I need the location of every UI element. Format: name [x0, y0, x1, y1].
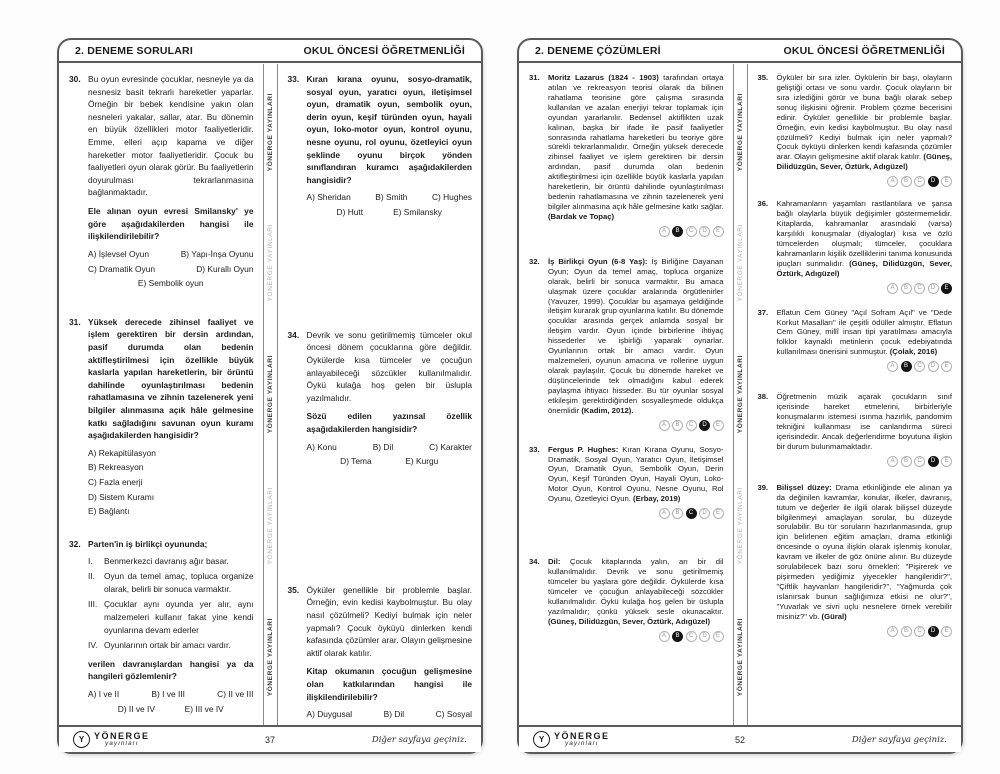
page-number: 52	[734, 734, 745, 745]
roman-item-3: III. Çocuklar aynı oyunda yer alır, aynı malzemeleri kullanır fakat yine kendi oyunlarına devam ederler	[88, 599, 254, 635]
spine-strip	[263, 64, 278, 725]
question-33	[288, 73, 473, 219]
option-e: E) Bağlantı	[88, 506, 130, 517]
answer-letter: A	[659, 631, 670, 642]
spine-brand-text: YÖNERGE YAYINLARI	[736, 355, 744, 434]
option-a: A) Sheridan	[306, 192, 351, 203]
spine-brand-text: YÖNERGE YAYINLARI	[266, 92, 274, 171]
answer-letter: B	[672, 420, 683, 431]
solution-body: Moritz Lazarus (1824 - 1903) tarafından ortaya atılan ve rekreasyon teorisi olarak da bilinen rahatlama teorisine göre çalışma sırasında kullanılan ve azalan enerjiyi tekrar toplamak için oyundan yararlanılır. Bedensel aktiflikten uzak kalınan, başka bir ifade ile pasif faaliyetler sonrasında rahatlama hareketleri bu teoriye göre sürekli tekrarlanmalıdır. Örneğin yüksek derecede zihinsel faaliyet ve işlem gerektiren bir dersin ardından, pasif durumda olan bedenin aktifleştirilmesi için özellikle büyük kaslarla yapılan hareketlerin, bir örüntü dahilinde oyunlaştırılması bedenin rahatlamasına ve zihnin tazelenerek yeni bilgiler alınmasına açık hâle gelmesine katkı sağlar. (Bardak ve Topaç)	[548, 73, 724, 221]
citation: (Güneş, Dilidüzgün, Sever, Öztürk, Adıgüzel)	[548, 616, 711, 626]
question-intro: Parten'in iş birlikçi oyununda;	[88, 538, 208, 549]
solution-32	[529, 257, 724, 431]
option-d: D) Kurallı Oyun	[196, 263, 254, 274]
option-a: A) I ve II	[88, 688, 120, 699]
option-d: D) Tema	[340, 456, 372, 467]
answer-letter-correct: D	[928, 456, 939, 467]
option-b: B) I ve III	[151, 688, 185, 699]
answer-letter: C	[686, 226, 697, 237]
answer-letter-correct: B	[901, 361, 912, 372]
solution-body: Dil: Çocuk kitaplarında yalın, arı bir dil kullanılmalıdır. Devrik ve sonu getirilmemiş tümceler bu yaşlara göre değildir. Öykülerde kısa tümceler ve çocuğun anlayabileceği sözcükler kullanılmalıdır. Öykü kulağa hoş gelen bir üslupla yazılmalıdır; çünkü yüksek sesle okunacaktır. (Güneş, Dilidüzgün, Sever, Öztürk, Adıgüzel)	[548, 557, 724, 626]
answer-letter-correct: D	[928, 626, 939, 637]
solution-number: 33.	[529, 444, 540, 454]
solution-body: Öyküler bir sıra izler. Öykülerin bir başı, olayların geliştiği ortası ve sonu vardır. Çocuk olayların bir sıra izlediğini görür ve buna bağlı olarak sebep sonuç ilişkisini öğrenir. Problem çözme becerisini edinir. Öyküler genellikle bir problemle başlar. Örneğin, evin kedisi kaybolmuştur. Bu olay nasıl çözülmeli? Kediyi bulmak için neler yapmalı? Çocuk öyküyü dinlerken kendi kafasında çözümler arar. Olayın gelişmesine aktif olarak katılır. (Güneş, Dilidüzgün, Sever, Öztürk, Adıgüzel)	[776, 73, 953, 172]
answer-letter: E	[941, 626, 952, 637]
answer-letter: A	[659, 508, 670, 519]
solution-35	[758, 73, 953, 187]
answer-key-row	[548, 420, 724, 431]
question-31	[69, 316, 254, 518]
question-30	[69, 73, 254, 290]
option-e: E) III ve IV	[184, 703, 224, 714]
answer-letter-correct: D	[699, 420, 710, 431]
answer-key-row	[777, 626, 953, 637]
solution-body: Eflatun Cem Güney "Açıl Sofram Açıl" ve "Dede Korkut Masalları" ile çeşitli ödüller almıştır. Eflatun Cem Güney, millî insan tipi yaratılması amacıyla folklor kaynaklı metinlerin çocuk edebiyatında kullanılması önerisini sunmuştur. (Çolak, 2016)	[776, 307, 952, 357]
question-body: Öyküler genellikle bir problemle başlar. Örneğin, evin kedisi kaybolmuştur. Bu olay nasıl çözülmeli? Kediyi bulmak için neler yapmalı? Çocuk öyküyü dinlerken kendi kafasında çözümler arar. Olayın gelişmesine aktif olarak katılır.	[306, 584, 472, 658]
solution-body: İş Birlikçi Oyun (6-8 Yaş): İş Birliğine Dayanan Oyun; Oyun da temel amaç, topluca organize olarak, belirli bir sonuca varmaktır. Bu amaca ulaşmak üzere çocuklar aralarında örgütlenirler (Yavuzer, 1999). Çocuklar bu aşamaya geldiğinde iletişim kurarak grup oyunlarına katılır. Bu dönemde çocuklar arasında gerçek anlamda sosyal bir iletişim vardır. Oyun içinde birbirlerine ihtiyaç hissederler ve işbirliği yaparak oynarlar. Oyunlarının ortak bir amacı vardır. Oyun malzemeleri, oyunun amacına ve rollerine uygun olarak paylaşılır. Çocuk bu dönemde hareket ve düşüncelerinde tek olmadığını kabul ederek paylaşma ihtiyacı hisseder. Bu tür oyunlar sosyal etkileşim gerektirdiğinden sosyalleşmede oldukça önemlidir (Kadim, 2012).	[548, 256, 724, 415]
answer-letter: A	[887, 361, 898, 372]
option-c: C) Karakter	[429, 441, 472, 452]
citation: (Erbay, 2019)	[633, 494, 681, 504]
answer-letter: E	[713, 420, 724, 431]
answer-letter: C	[914, 361, 925, 372]
citation: (Güral)	[821, 611, 847, 621]
answer-letter-correct: E	[941, 283, 952, 294]
solutions-column-1	[519, 64, 733, 725]
option-b: B) Dil	[372, 441, 394, 452]
answer-letter: D	[699, 631, 710, 642]
option-c: C) II ve III	[217, 688, 254, 699]
solution-number: 35.	[757, 73, 769, 82]
answer-letter: A	[659, 420, 670, 431]
solutions-page-header	[519, 40, 961, 63]
solutions-page-footer	[519, 725, 961, 752]
question-stem: Sözü edilen yazınsal özellik aşağıdakilerden hangisidir?	[306, 411, 472, 434]
option-e: E) Sembolik oyun	[137, 278, 204, 289]
answer-letter: C	[914, 176, 925, 187]
answer-letter: B	[901, 283, 912, 294]
option-d: D) II ve IV	[117, 703, 155, 714]
option-c: C) Fazla enerji	[88, 477, 143, 488]
answer-letter: E	[713, 508, 724, 519]
page-title: 2. DENEME ÇÖZÜMLERİ	[535, 45, 661, 57]
solution-39	[758, 483, 953, 637]
answer-key-row	[777, 283, 953, 294]
answer-letter: C	[914, 626, 925, 637]
solution-number: 31.	[529, 73, 540, 82]
brand-subname: yayınları	[104, 739, 139, 747]
question-number: 35.	[287, 584, 300, 595]
solution-36	[758, 199, 953, 293]
answer-letter: C	[914, 456, 925, 467]
solution-body: Öğretmenin müzik açarak çocukların sınıf içerisinde hareket etmelerini, birbirleriyle konuşmalarını istemesi ısınma hazırlık, pandomim tekniğini kullanması ise canlandırma süreci içerisindedir. Ancak değerlendirme boyutuna ilişkin bir durum bulunmamaktadır.	[776, 392, 952, 451]
answer-letter: D	[699, 226, 710, 237]
citation: (Güneş, Dilidüzgün, Sever, Öztürk, Adıgüzel)	[776, 258, 952, 278]
spine-brand-text: YÖNERGE YAYINLARI	[266, 355, 274, 434]
solution-31	[529, 73, 724, 237]
option-b: B) Smith	[375, 192, 408, 203]
brand-logo-icon: Y	[533, 731, 550, 748]
roman-item-4: IV. Oyunlarının ortak bir amacı vardır.	[88, 640, 231, 651]
question-body: Devrik ve sonu getirilmemiş tümceler okul öncesi dönem çocuklarına göre değildir. Öykülerde kısa tümceler ve çocuğun anlayabileceği sözcükler kullanılmalıdır. Öykü kulağa hoş gelen bir üslupla yazılmalıdır.	[306, 329, 472, 403]
answer-letter: A	[887, 626, 898, 637]
solution-number: 32.	[529, 256, 540, 266]
answer-key-row	[548, 508, 724, 519]
option-b: B) Dil	[383, 709, 405, 720]
roman-item-list	[88, 555, 254, 652]
solution-number: 39.	[757, 482, 769, 492]
answer-letter-correct: D	[928, 176, 939, 187]
citation: (Kadim, 2012).	[581, 405, 634, 415]
answer-key-row	[548, 226, 724, 237]
option-a: A) İşlevsel Oyun	[88, 248, 149, 259]
question-35	[288, 584, 473, 736]
option-b: B) Rekreasyon	[88, 462, 144, 473]
brand-name: YÖNERGE	[554, 730, 610, 741]
question-34	[288, 329, 473, 468]
question-stem: Kitap okumanın çocuğun gelişmesine olan katkılarından hangisi ile ilişkilendirilebilir?	[306, 666, 472, 702]
citation: (Güneş, Dilidüzgün, Sever, Öztürk, Adıgüzel)	[776, 152, 953, 172]
answer-key-row	[777, 176, 953, 187]
spine-brand-text: YÖNERGE YAYINLARI	[736, 224, 744, 302]
option-a: A) Rekapitülasyon	[88, 447, 156, 458]
question-stem: Yüksek derecede zihinsel faaliyet ve işlem gerektiren bir dersin ardından, pasif durumda olan bedenin aktifleştirilmesi için özellikle büyük kaslarla yapılan hareketlerin, bir örüntü dahilinde oyunlaştırılması bedenin rahatlamasına ve zihnin tazelenerek yeni bilgiler alınmasına açık hâle gelmesine katkı sağladığını savunan oyun kuramı aşağıdakilerden hangisidir?	[88, 316, 254, 441]
answer-letter: B	[901, 176, 912, 187]
section-title: OKUL ÖNCESİ ÖĞRETMENLİĞİ	[303, 45, 465, 57]
brand-logo	[73, 731, 150, 748]
spine-brand-text: YÖNERGE YAYINLARI	[266, 618, 274, 697]
solution-number: 37.	[757, 307, 769, 317]
question-number: 32.	[69, 538, 81, 549]
question-body: Bu oyun evresinde çocuklar, nesneyle ya da nesnesiz basit tekrarlı hareketler yaparlar. Örneğin bir bebek kendisine yakın olan nesneleri yakalar, sallar, atar. Bu dönemin en büyük özellikleri motor faaliyetleridir. Emme, elleri açıp kapama ve diğer hareketler motor faaliyetleridir. Çocuk bu faaliyetleri oyun olarak görür. Bu faaliyetlerin doyurulması tekrarlanmasına bağlanmaktadır.	[88, 74, 254, 198]
page-number: 37	[264, 734, 275, 745]
questions-column-2	[278, 64, 482, 725]
question-32	[69, 538, 254, 715]
answer-letter: B	[901, 626, 912, 637]
solution-38	[758, 392, 953, 467]
option-a: A) Duygusal	[306, 709, 353, 720]
option-c: C) Hughes	[431, 192, 472, 203]
answer-letter: C	[686, 420, 697, 431]
answer-letter: D	[928, 361, 939, 372]
option-a: A) Konu	[306, 441, 337, 452]
solution-34	[529, 557, 724, 641]
answer-letter: B	[672, 508, 683, 519]
answer-letter: A	[887, 283, 898, 294]
answer-letter: E	[941, 176, 952, 187]
option-d: D) Sistem Kuramı	[88, 491, 155, 502]
answer-letter-correct: C	[686, 508, 697, 519]
option-c: C) Sosyal	[435, 709, 472, 720]
question-number: 31.	[69, 316, 81, 327]
question-number: 33.	[287, 74, 300, 84]
solution-37	[758, 308, 953, 373]
spine-brand-text: YÖNERGE YAYINLARI	[266, 487, 274, 565]
option-b: B) Yapı-İnşa Oyunu	[180, 248, 254, 259]
solutions-page	[517, 38, 963, 754]
answer-letter: E	[941, 361, 952, 372]
question-number: 30.	[69, 74, 81, 84]
solution-body: Fergus P. Hughes: Kıran Kırana Oyunu, Sosyo-Dramatik, Sosyal Oyun, Yaratıcı Oyun, İletişimsel Oyun, Dramatik Oyun, Sembolik Oyun, Derin Oyun, Keşif Türünden Oyun, Hayali Oyun, Loko-Motor Oyun, Kontrol Oyunu, Nesne Oyunu, Rol Oyunu, Özetleyici Oyun. (Erbay, 2019)	[548, 444, 724, 504]
solution-body: Kahramanların yaşamları rastlantılara ve şansa bağlı olaylarla büyük değişimler göstermemelidir. Kitaplarda, kahramanlar arasındaki (varsa) karşılıklı konuşmalar (diyaloglar) kısa ve özlü tümcelerden oluşmalı; tümceler, çocuklara kahramanların kişilik özelliklerini tanıma konusunda ipuçları sunmalıdır. (Güneş, Dilidüzgün, Sever, Öztürk, Adıgüzel)	[776, 199, 952, 278]
answer-letter: C	[686, 631, 697, 642]
question-stem: Ele alınan oyun evresi Smilansky' ye göre aşağıdakilerden hangisi ile ilişkilendirilebilir?	[88, 206, 254, 242]
section-title: OKUL ÖNCESİ ÖĞRETMENLİĞİ	[783, 45, 945, 57]
answer-letter-correct: B	[672, 226, 683, 237]
answer-letter: A	[887, 456, 898, 467]
answer-key-row	[548, 631, 724, 642]
brand-logo-icon: Y	[73, 731, 90, 748]
answer-letter: B	[901, 456, 912, 467]
solution-body: Bilişsel düzey: Drama etkinliğinde ele alınan ya da değinilen kavramlar, konular, ilkeler, davranış, tutum ve değerler ile ilgili olarak bilişsel düzeyde bilgilenmeyi amaçlayan sorular, bu düzeyde sorulabilir. Bu tür soruların hazırlanmasında, grup için belirlenen eğitim amaçları, drama etkinliği öncesinde o oyuna ilişkin olarak işlenmiş konular, kavram ve ilkeler de göz önüne alınır. Bu düzeyde sorulabilecek bazı soru örnekleri: "Pişirerek ve pişirmeden yediğimiz yiyecekler hangileridir?", "Çiftlik hayvanları hangileridir?", "Yağmurda çok ıslanırsak bunun sağlığımıza etkisi ne olur?", "Yuvarlak ve sivri uçlu nesnelere örnek verebilir misiniz?" vb. (Güral)	[776, 482, 952, 621]
solution-number: 36.	[757, 199, 769, 209]
option-e: E) Smilansky	[393, 207, 442, 218]
spine-brand-text: YÖNERGE YAYINLARI	[736, 618, 744, 697]
answer-letter: E	[941, 456, 952, 467]
answer-letter: A	[887, 176, 898, 187]
question-number: 34.	[287, 329, 300, 340]
brand-subname: yayınları	[564, 739, 599, 747]
roman-item-1: I. Benmerkezci davranış ağır basar.	[88, 555, 229, 566]
next-page-note: Diğer sayfaya geçiniz.	[851, 734, 947, 745]
citation: (Bardak ve Topaç)	[548, 211, 615, 221]
solution-33	[529, 445, 724, 520]
questions-page-header	[59, 40, 481, 63]
answer-key-row	[777, 361, 953, 372]
spine-strip	[733, 64, 748, 725]
question-stem: verilen davranışlardan hangisi ya da hangileri gözlemlenir?	[88, 658, 254, 682]
solutions-column-2	[748, 64, 962, 725]
spine-brand-text: YÖNERGE YAYINLARI	[266, 224, 274, 302]
questions-column-1	[59, 64, 263, 725]
option-c: C) Dramatik Oyun	[88, 263, 156, 274]
answer-letter: D	[699, 508, 710, 519]
answer-letter-correct: B	[672, 631, 683, 642]
spine-brand-text: YÖNERGE YAYINLARI	[736, 487, 744, 565]
question-stem: Kıran kırana oyunu, sosyo-dramatik, sosyal oyun, yaratıcı oyun, iletişimsel oyun, dramatik oyun, sembolik oyun, derin oyun, keşif türünden oyun, hayali oyun, loko-motor oyun, kontrol oyunu, nesne oyunu, rol oyunu, özetleyici oyun şeklinde oyunu birçok yönden sınıflandıran kuramcı aşağıdakilerden hangisidir?	[306, 74, 472, 185]
answer-letter: A	[659, 226, 670, 237]
questions-page-footer	[59, 725, 481, 752]
next-page-note: Diğer sayfaya geçiniz.	[371, 734, 467, 745]
option-e: E) Kurgu	[405, 456, 439, 467]
questions-page	[57, 38, 483, 754]
answer-letter: C	[914, 283, 925, 294]
page-title: 2. DENEME SORULARI	[75, 45, 193, 57]
brand-logo	[533, 731, 610, 748]
citation: (Çolak, 2016)	[889, 347, 938, 357]
answer-letter: E	[713, 226, 724, 237]
spine-brand-text: YÖNERGE YAYINLARI	[736, 92, 744, 171]
roman-item-2: II. Oyun da temel amaç, topluca organize olarak, belirli bir sonuca varmaktır.	[88, 571, 254, 594]
solution-number: 34.	[529, 557, 540, 567]
option-d: D) Hutt	[336, 207, 364, 218]
answer-letter: E	[713, 631, 724, 642]
solution-number: 38.	[757, 392, 769, 402]
answer-key-row	[777, 456, 953, 467]
answer-letter: D	[928, 283, 939, 294]
brand-name: YÖNERGE	[94, 730, 150, 741]
